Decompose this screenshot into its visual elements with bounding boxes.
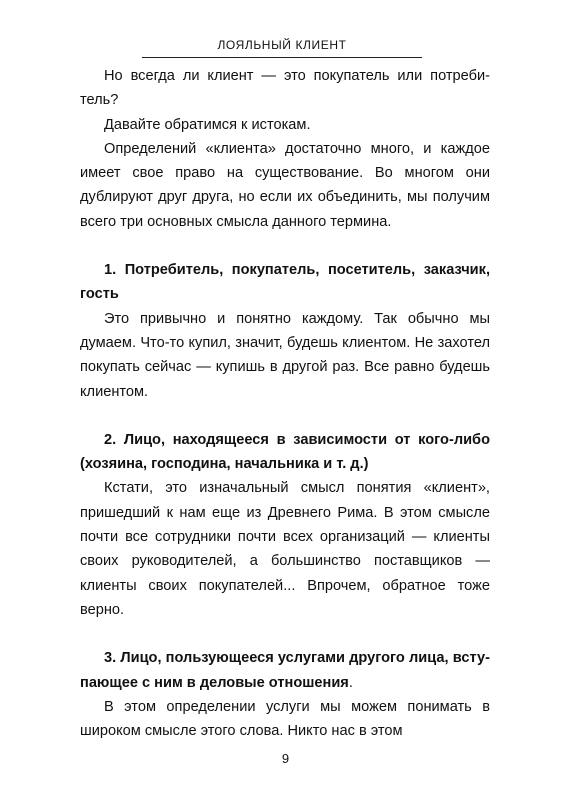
spacer <box>80 404 490 428</box>
section-heading-3-line <box>80 646 490 695</box>
paragraph: Давайте обратимся к истокам. <box>104 116 311 133</box>
page-body <box>80 64 490 743</box>
paragraph: Это привычно и понятно каждому. Так обычно мы думаем. Что-то купил, значит, будешь клиентом. Не захотел покупать сейчас — купишь в другой раз. Все равно будешь клиентом. <box>80 310 490 400</box>
section-heading-1: 1. Потребитель, покупатель, посетитель, заказчик, гость <box>80 262 490 303</box>
spacer <box>80 622 490 646</box>
header-rule <box>142 57 422 58</box>
section-heading-3: 3. Лицо, пользующееся услугами другого лица, вступающее с ним в деловые отношения <box>80 650 490 691</box>
running-header: ЛОЯЛЬНЫЙ КЛИЕНТ <box>217 38 347 52</box>
paragraph: В этом определении услуги мы можем понимать в широком смысле этого слова. Никто нас в этом <box>80 698 490 740</box>
section-heading-2: 2. Лицо, находящееся в зависимости от кого-либо (хозяина, господина, начальника и т. д.) <box>80 431 490 473</box>
page-number: 9 <box>281 751 290 766</box>
paragraph: Кстати, это изначальный смысл понятия «клиент», пришедший к нам еще из Древнего Рима. В этом смысле почти все сотрудники почти всех организаций — клиенты своих руководителей, а большинство поставщиков — клиенты своих покупателей... Впрочем, обратное тоже верно. <box>80 480 490 618</box>
paragraph: Но всегда ли клиент — это покупатель или потребитель? <box>80 68 490 109</box>
paragraph: Определений «клиента» достаточно много, и каждое имеет свое право на существование. Во многом они дублируют друг друга, но если их объединить, мы получим всего три основных смысла данного термина. <box>80 140 490 230</box>
spacer <box>80 234 490 258</box>
heading-period: . <box>348 674 353 691</box>
